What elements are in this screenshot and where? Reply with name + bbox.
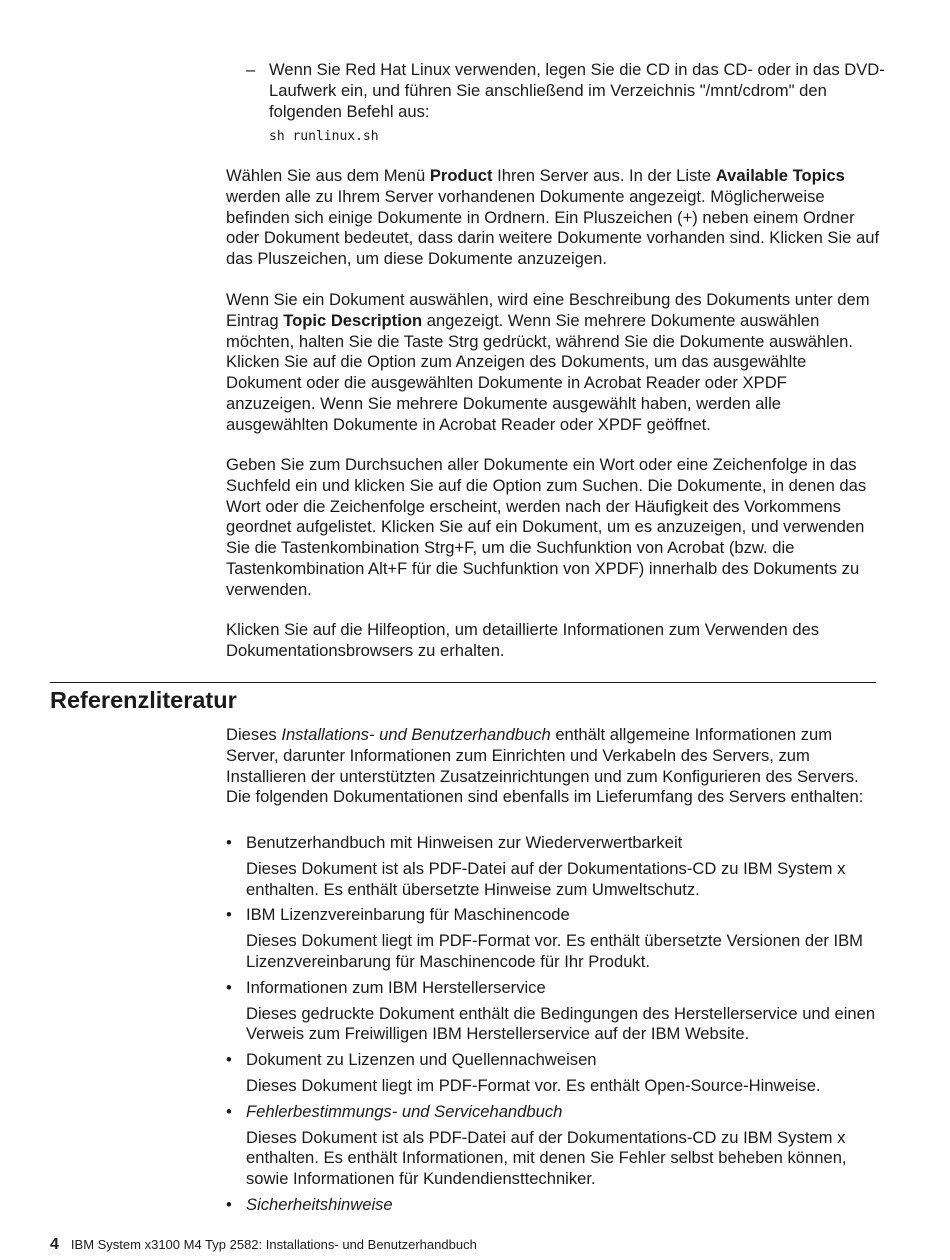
doc-description: Dieses Dokument ist als PDF-Datei auf der Dokumentations-CD zu IBM System x enthalten. Es enthält Informationen, mit denen Sie Fehler selbst beheben können, sowie Informationen für Kundendiensttechniker.	[246, 1127, 847, 1189]
bullet-marker: •	[226, 905, 232, 925]
page-footer	[50, 1236, 477, 1254]
available-topics-term: Available Topics	[715, 166, 845, 185]
intro-text-2: enthält allgemeine Informationen zum Server, darunter Informationen zum Einrichten und Verkabeln des Servers, zum Installieren der unterstützten Zusatzeinrichtungen und zum Konfigurieren des Servers. Die folgenden Dokumentationen sind ebenfalls im Lieferumfang des Servers enthalten:	[226, 725, 864, 807]
doc-description: Dieses gedruckte Dokument enthält die Bedingungen des Herstellerservice und einen Verweis zum Freiwilligen IBM Herstellerservice auf der IBM Website.	[246, 1003, 876, 1044]
footer-title: IBM System x3100 M4 Typ 2582: Installations- und Benutzerhandbuch	[70, 1237, 477, 1252]
linux-instruction-text: Wenn Sie Red Hat Linux verwenden, legen Sie die CD in das CD- oder in das DVD-Laufwerk ein, und führen Sie anschließend im Verzeichnis "/mnt/cdrom" den folgenden Befehl aus:	[269, 60, 885, 121]
para1-text-2: Ihren Server aus. In der Liste	[492, 166, 716, 185]
linux-instruction-item	[246, 60, 886, 146]
list-item	[226, 978, 880, 1045]
para1-text-3: werden alle zu Ihrem Server vorhandenen Dokumente angezeigt. Möglicherweise befinden sich einige Dokumente in Ordnern. Ein Pluszeichen (+) neben einem Ordner oder Dokument bedeutet, dass darin weitere Dokumente vorhanden sind. Klicken Sie auf das Pluszeichen, um diese Dokumente anzuzeigen.	[226, 186, 880, 269]
product-menu-paragraph	[226, 166, 880, 270]
section-heading: Referenzliteratur	[50, 687, 237, 713]
document-selection-paragraph	[226, 290, 880, 436]
para1-text-1: Wählen Sie aus dem Menü	[226, 166, 430, 185]
dash-marker: –	[246, 60, 256, 79]
bullet-marker: •	[226, 977, 232, 997]
doc-title: Dokument zu Lizenzen und Quellennachweisen	[246, 1050, 597, 1070]
bullet-marker: •	[226, 1194, 232, 1214]
section-divider	[50, 682, 876, 683]
doc-description: Dieses Dokument liegt im PDF-Format vor. Es enthält übersetzte Versionen der IBM Lizenzvereinbarung für Maschinencode für Ihr Produkt.	[246, 931, 863, 971]
document-list	[226, 833, 880, 1221]
handbook-title: Installations- und Benutzerhandbuch	[281, 725, 551, 744]
page-number: 4	[50, 1236, 59, 1253]
list-item	[226, 1102, 880, 1190]
intro-text-1: Dieses	[226, 725, 282, 744]
doc-description: Dieses Dokument liegt im PDF-Format vor. Es enthält Open-Source-Hinweise.	[246, 1075, 821, 1095]
doc-title: Benutzerhandbuch mit Hinweisen zur Wiederverwertbarkeit	[246, 833, 683, 852]
list-item	[226, 1195, 880, 1216]
topic-description-term: Topic Description	[283, 310, 423, 330]
product-term: Product	[429, 166, 493, 185]
doc-title: IBM Lizenzvereinbarung für Maschinencode	[246, 905, 570, 925]
bullet-marker: •	[226, 1050, 232, 1070]
doc-title: Sicherheitshinweise	[246, 1194, 393, 1214]
bullet-marker: •	[226, 1101, 232, 1121]
help-paragraph: Klicken Sie auf die Hilfeoption, um detaillierte Informationen zum Verwenden des Dokumentationsbrowsers zu erhalten.	[226, 620, 820, 660]
search-paragraph: Geben Sie zum Durchsuchen aller Dokumente ein Wort oder eine Zeichenfolge in das Suchfeld ein und klicken Sie auf die Option zum Suchen. Die Dokumente, in denen das Wort oder die Zeichenfolge erscheint, werden nach der Häufigkeit des Vorkommens geordnet aufgelistet. Klicken Sie auf ein Dokument, um es anzuzeigen, und verwenden Sie die Tastenkombination Strg+F, um die Suchfunktion von Acrobat (bzw. die Tastenkombination Alt+F für die Suchfunktion von XPDF) innerhalb des Dokuments zu verwenden.	[226, 455, 867, 599]
bullet-marker: •	[226, 833, 232, 852]
doc-description: Dieses Dokument ist als PDF-Datei auf der Dokumentations-CD zu IBM System x enthalten. Es enthält übersetzte Hinweise zum Umweltschutz.	[246, 858, 846, 899]
doc-title: Fehlerbestimmungs- und Servicehandbuch	[246, 1101, 563, 1121]
list-item	[226, 1050, 880, 1097]
para2-text-2: angezeigt. Wenn Sie mehrere Dokumente auswählen möchten, halten Sie die Taste Strg gedrückt, während Sie die Dokumente auswählen. Klicken Sie auf die Option zum Anzeigen des Dokuments, um das ausgewählte Dokument oder die ausgewählten Dokumente in Acrobat Reader oder XPDF anzuzeigen. Wenn Sie mehrere Dokumente ausgewählt haben, werden alle ausgewählten Dokumente in Acrobat Reader oder XPDF geöffnet.	[226, 310, 853, 434]
para2-text-1: Wenn Sie ein Dokument auswählen, wird eine Beschreibung des Dokuments unter dem Eintrag	[226, 290, 870, 330]
list-item	[226, 833, 880, 900]
command-line: sh runlinux.sh	[269, 129, 379, 145]
intro-paragraph	[226, 725, 880, 808]
doc-title: Informationen zum IBM Herstellerservice	[246, 977, 546, 997]
list-item	[226, 905, 880, 972]
